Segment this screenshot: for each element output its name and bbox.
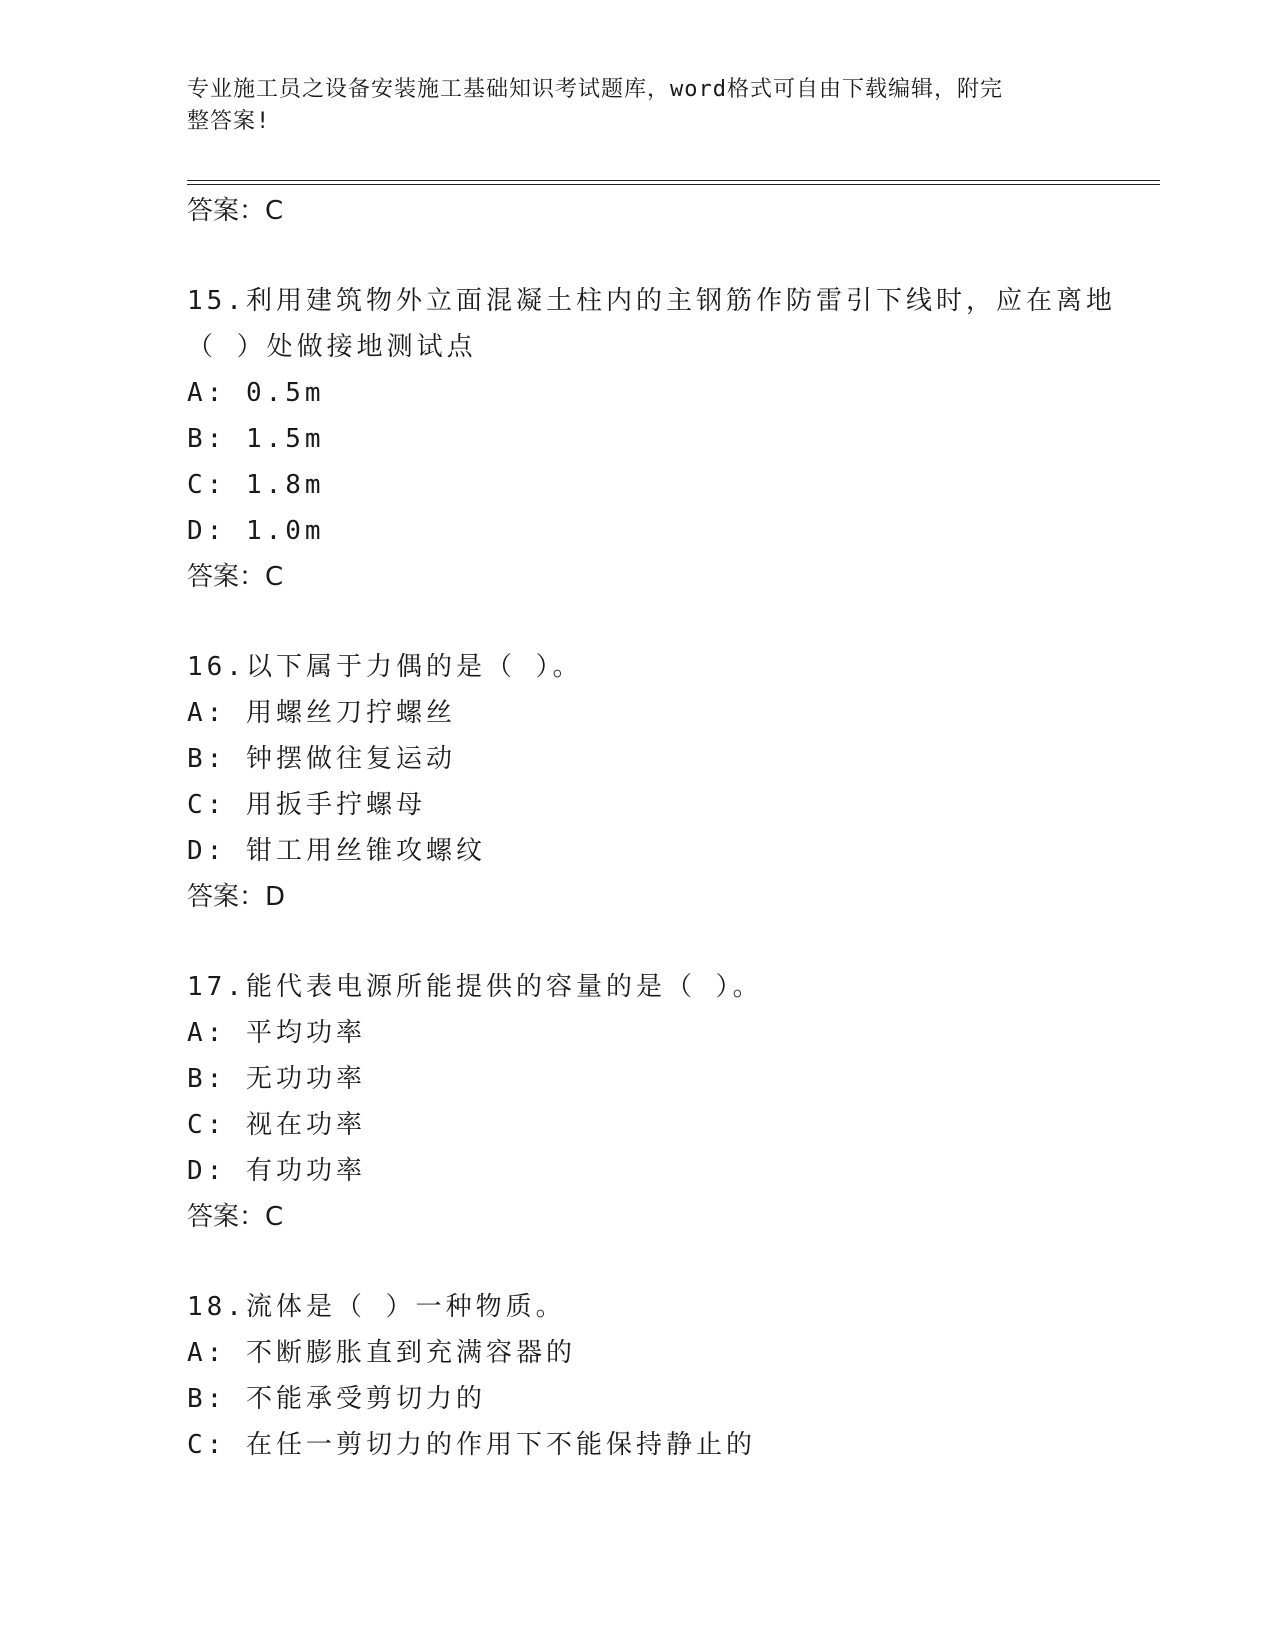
option-d: D: 钳工用丝锥攻螺纹 bbox=[187, 836, 486, 866]
option-c: C: 在任一剪切力的作用下不能保持静止的 bbox=[187, 1430, 756, 1460]
header-divider-top bbox=[187, 180, 1160, 181]
question-17 bbox=[187, 964, 1147, 1240]
answer-line: 答案：C bbox=[187, 562, 284, 592]
question-15 bbox=[187, 278, 1147, 600]
option-a: A: 0.5m bbox=[187, 378, 325, 408]
question-stem: 16.以下属于力偶的是（ ）。 bbox=[187, 652, 583, 682]
option-c: C: 用扳手拧螺母 bbox=[187, 790, 426, 820]
question-stem-continued: （ ）处做接地测试点 bbox=[187, 332, 477, 362]
document-body bbox=[187, 188, 1147, 1468]
question-stem: 17.能代表电源所能提供的容量的是（ ）。 bbox=[187, 972, 763, 1002]
spacer bbox=[187, 234, 1147, 278]
option-b: B: 钟摆做往复运动 bbox=[187, 744, 456, 774]
option-c: C: 1.8m bbox=[187, 470, 325, 500]
answer-line: 答案：C bbox=[187, 196, 284, 226]
option-b: B: 1.5m bbox=[187, 424, 325, 454]
spacer bbox=[187, 600, 1147, 644]
option-a: A: 用螺丝刀拧螺丝 bbox=[187, 698, 456, 728]
spacer bbox=[187, 1240, 1147, 1284]
option-a: A: 不断膨胀直到充满容器的 bbox=[187, 1338, 576, 1368]
option-b: B: 无功功率 bbox=[187, 1064, 366, 1094]
question-18 bbox=[187, 1284, 1147, 1468]
question-stem: 18.流体是（ ）一种物质。 bbox=[187, 1292, 566, 1322]
option-d: D: 有功功率 bbox=[187, 1156, 366, 1186]
header-title-line-2: 整答案! bbox=[187, 109, 271, 134]
header-title-line-1: 专业施工员之设备安装施工基础知识考试题库，word格式可自由下载编辑，附完 bbox=[187, 77, 1003, 102]
option-c: C: 视在功率 bbox=[187, 1110, 366, 1140]
answer-line: 答案：D bbox=[187, 882, 286, 912]
option-b: B: 不能承受剪切力的 bbox=[187, 1384, 486, 1414]
option-a: A: 平均功率 bbox=[187, 1018, 366, 1048]
answer-line: 答案：C bbox=[187, 1202, 284, 1232]
spacer bbox=[187, 920, 1147, 964]
document-header bbox=[187, 74, 1067, 138]
question-16 bbox=[187, 644, 1147, 920]
question-stem: 15.利用建筑物外立面混凝土柱内的主钢筋作防雷引下线时，应在离地 bbox=[187, 286, 1116, 316]
header-divider-bottom bbox=[187, 184, 1160, 185]
option-d: D: 1.0m bbox=[187, 516, 325, 546]
